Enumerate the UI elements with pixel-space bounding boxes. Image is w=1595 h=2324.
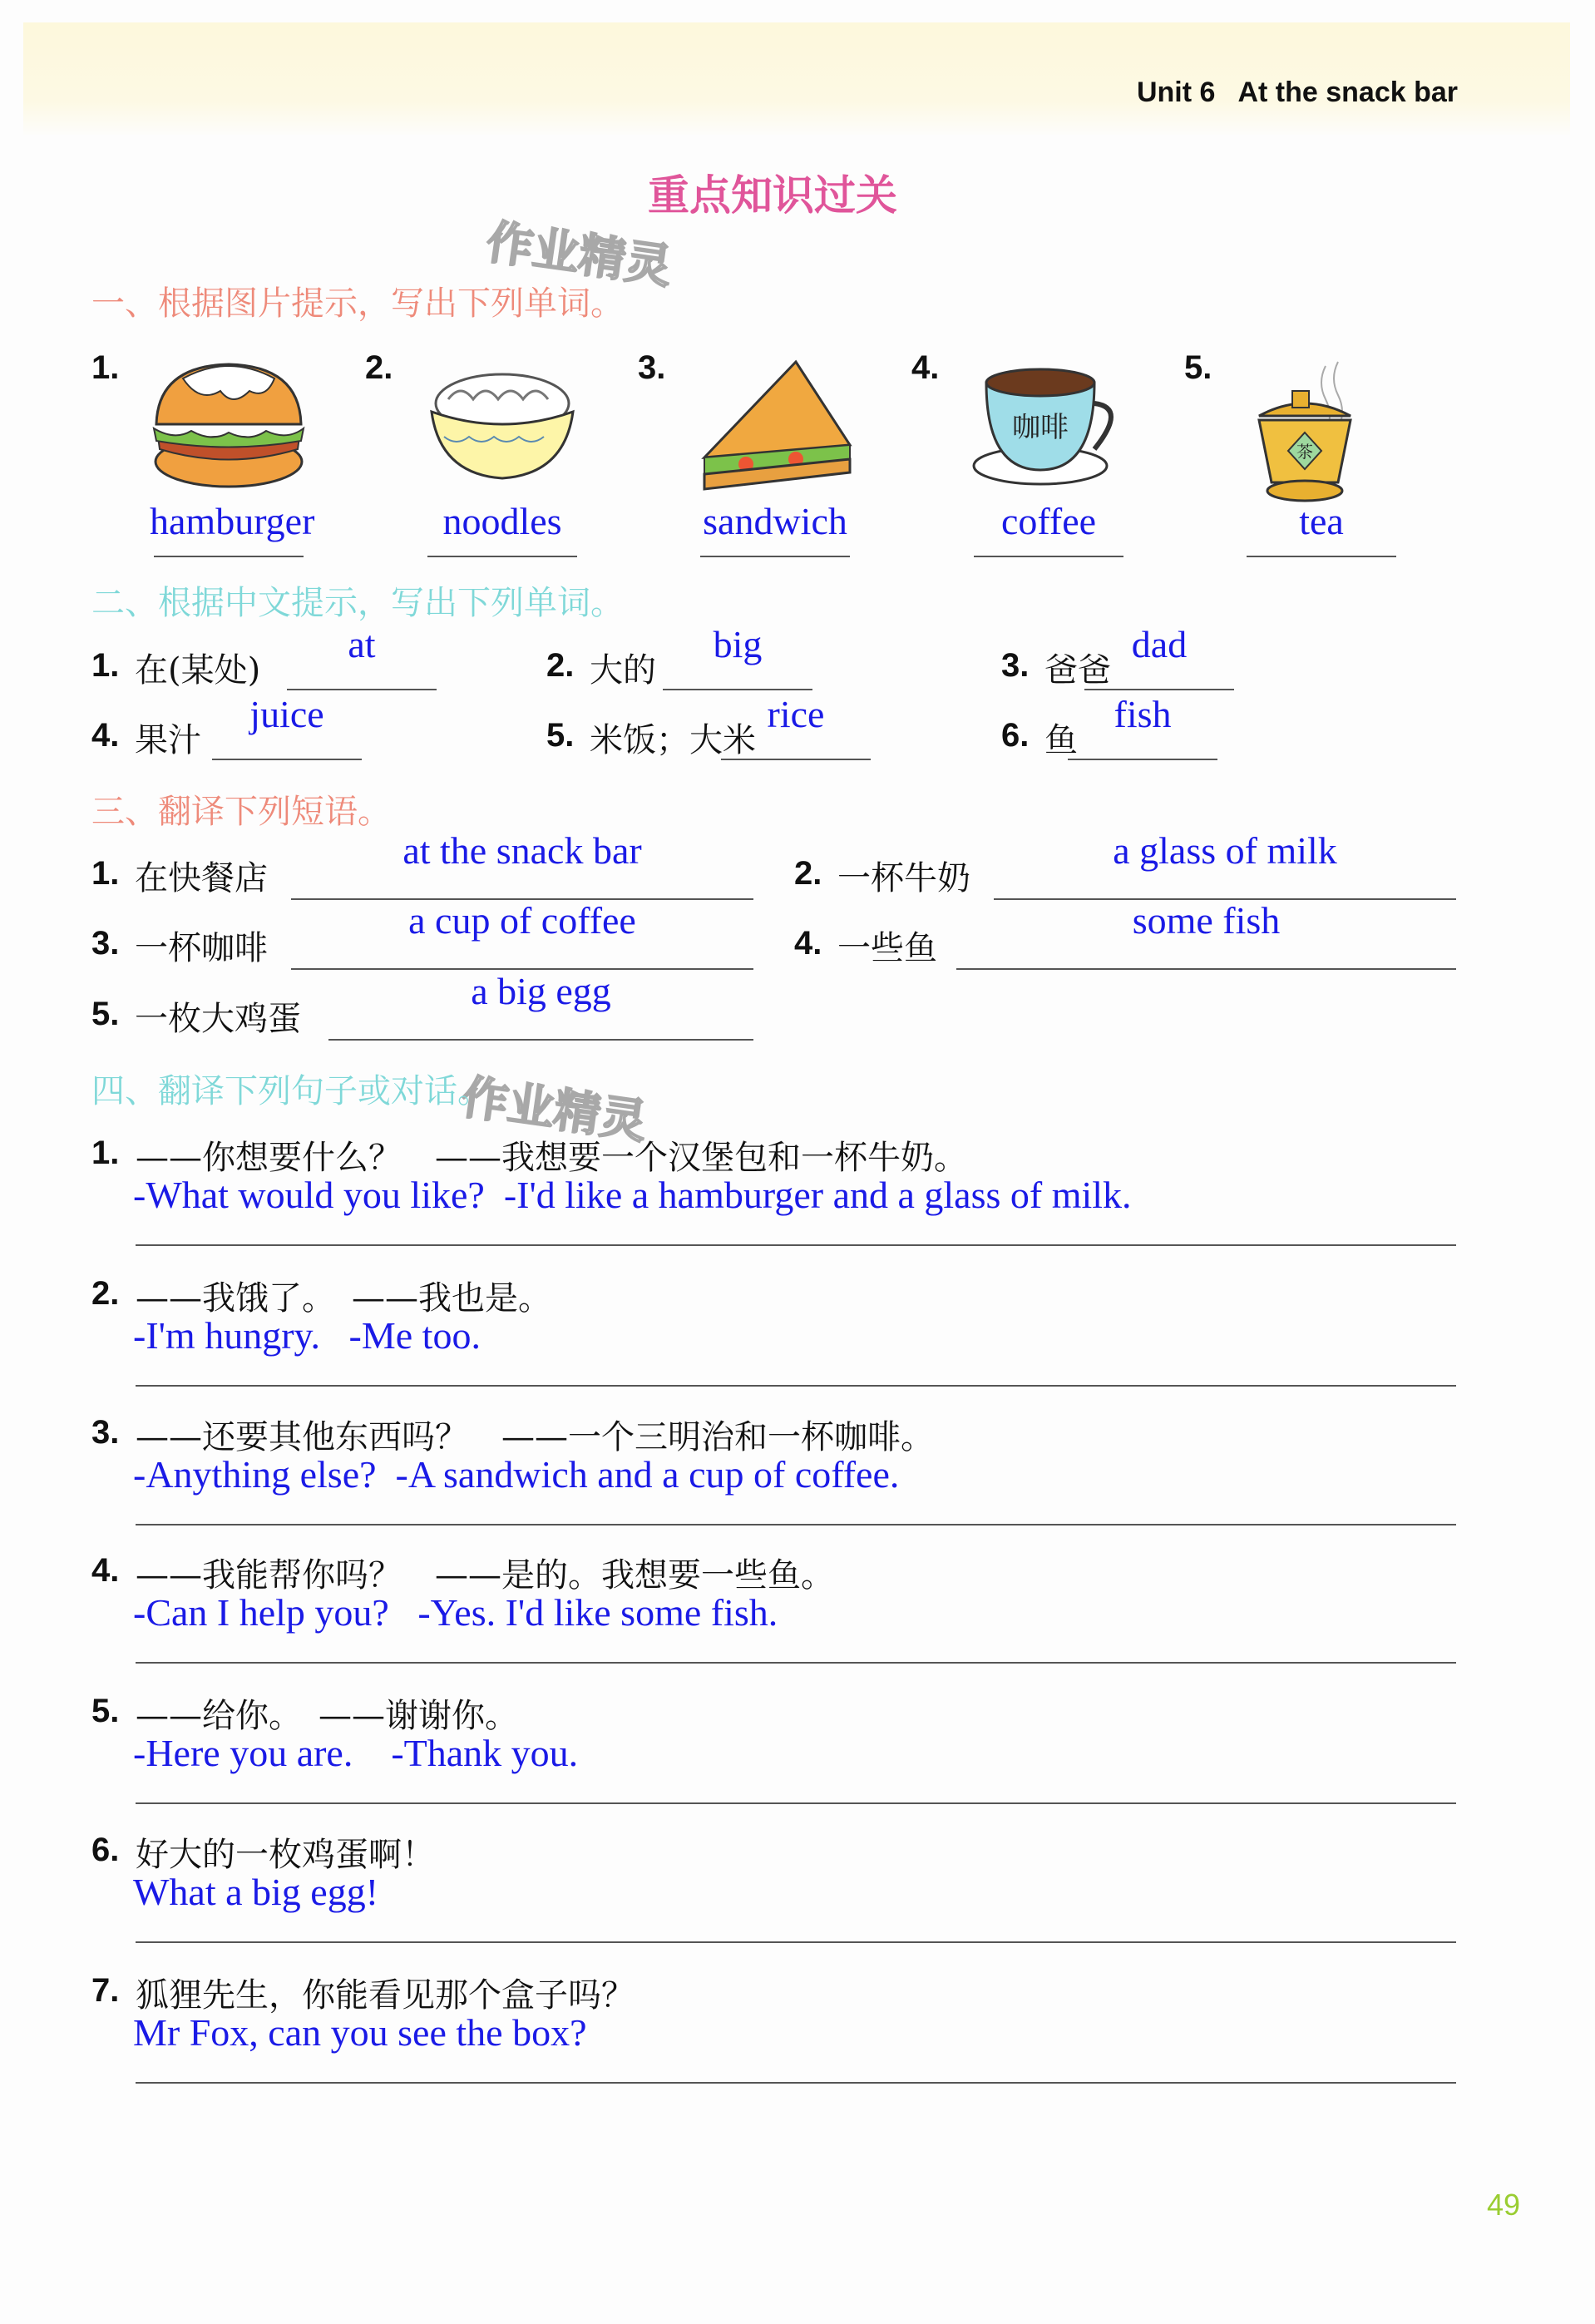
prompt-text: 果汁 [135, 721, 201, 759]
answer-text: sandwich [703, 500, 847, 542]
sandwich-icon [696, 358, 854, 494]
answer-line[interactable] [1084, 689, 1234, 690]
item-number: 2. [91, 1275, 120, 1312]
item-number: 4. [911, 349, 940, 386]
answer-line[interactable] [136, 1802, 1456, 1804]
item-number: 4. [91, 1552, 120, 1589]
answer-line[interactable] [136, 1385, 1456, 1387]
item-number: 6. [91, 1832, 120, 1868]
item-number: 5. [1184, 349, 1212, 386]
item-number: 5. [91, 996, 120, 1032]
prompt-text: 一杯牛奶 [837, 859, 970, 897]
answer-line[interactable] [427, 556, 577, 557]
answer-text: Mr Fox, can you see the box? [133, 2011, 587, 2054]
item-number: 3. [91, 1414, 120, 1451]
item-number: 1. [91, 647, 120, 684]
answer-text: -Can I help you? -Yes. I'd like some fish. [133, 1591, 778, 1634]
item-number: 4. [91, 717, 120, 754]
answer-line[interactable] [212, 759, 362, 760]
answer-line[interactable] [663, 689, 812, 690]
prompt-text: 好大的一枚鸡蛋啊！ [136, 1836, 435, 1874]
answer-text: -Here you are. -Thank you. [133, 1732, 579, 1774]
answer-text: -What would you like? -I'd like a hamburger and a glass of milk. [133, 1174, 1132, 1216]
hamburger-icon [150, 358, 308, 494]
answer-line[interactable] [956, 968, 1456, 970]
answer-line[interactable] [700, 556, 850, 557]
item-number: 1. [91, 855, 120, 892]
item-number: 2. [365, 349, 393, 386]
prompt-text: 一杯咖啡 [135, 929, 268, 967]
answer-line[interactable] [974, 556, 1123, 557]
watermark: 作业精灵 [457, 1070, 650, 1150]
section4-heading: 四、翻译下列句子或对话。 [91, 1072, 491, 1110]
item-number: 6. [1001, 717, 1030, 754]
prompt-text: ——还要其他东西吗？ ——一个三明治和一杯咖啡。 [136, 1418, 934, 1456]
answer-text: fish [1114, 693, 1172, 735]
prompt-text: ——我能帮你吗？ ——是的。我想要一些鱼。 [136, 1556, 834, 1595]
prompt-text: 一枚大鸡蛋 [135, 1000, 301, 1038]
watermark: 作业精灵 [482, 215, 675, 295]
answer-line[interactable] [136, 1941, 1456, 1943]
answer-text: What a big egg! [133, 1871, 379, 1913]
answer-line[interactable] [154, 556, 304, 557]
unit-title: Unit 6 At the snack bar [1136, 77, 1458, 108]
answer-text: a glass of milk [1113, 829, 1337, 872]
answer-line[interactable] [721, 759, 871, 760]
noodles-icon [423, 358, 581, 494]
svg-text:茶: 茶 [1296, 442, 1313, 462]
answer-text: noodles [442, 500, 562, 542]
section3-heading: 三、翻译下列短语。 [91, 793, 391, 831]
page-title: 重点知识过关 [648, 171, 897, 220]
answer-text: rice [767, 693, 825, 735]
item-number: 1. [91, 1135, 120, 1171]
answer-text: at [348, 623, 376, 665]
answer-text: big [713, 623, 763, 665]
answer-text: a cup of coffee [408, 899, 636, 942]
item-number: 3. [91, 925, 120, 962]
coffee-icon [970, 358, 1136, 494]
item-number: 5. [91, 1693, 120, 1729]
answer-text: dad [1131, 623, 1188, 665]
page-number: 49 [1487, 2188, 1521, 2222]
item-number: 4. [794, 925, 822, 962]
section2-heading: 二、根据中文提示，写出下列单词。 [91, 584, 624, 622]
answer-line[interactable] [136, 1244, 1456, 1246]
prompt-text: 米饭；大米 [590, 721, 756, 759]
answer-line[interactable] [1068, 759, 1217, 760]
answer-line[interactable] [136, 2082, 1456, 2084]
prompt-text: 在(某处) [135, 651, 261, 690]
item-number: 3. [638, 349, 666, 386]
prompt-text: ——给你。 ——谢谢你。 [136, 1697, 518, 1735]
answer-text: a big egg [471, 970, 611, 1012]
item-number: 5. [546, 717, 575, 754]
item-number: 3. [1001, 647, 1030, 684]
prompt-text: 爸爸 [1044, 651, 1111, 690]
answer-text: -Anything else? -A sandwich and a cup of coffee. [133, 1453, 900, 1496]
answer-line[interactable] [1247, 556, 1396, 557]
prompt-text: 大的 [590, 651, 656, 690]
answer-line[interactable] [287, 689, 437, 690]
answer-line[interactable] [328, 1039, 753, 1041]
svg-text:咖啡: 咖啡 [1012, 411, 1069, 444]
item-number: 2. [794, 855, 822, 892]
prompt-text: ——我饿了。 ——我也是。 [136, 1279, 551, 1318]
item-number: 7. [91, 1972, 120, 2009]
prompt-text: 狐狸先生，你能看见那个盒子吗？ [136, 1976, 635, 2015]
section1-heading: 一、根据图片提示，写出下列单词。 [91, 284, 624, 323]
answer-text: at the snack bar [402, 829, 642, 872]
prompt-text: 在快餐店 [135, 859, 268, 897]
answer-line[interactable] [136, 1662, 1456, 1664]
answer-text: juice [249, 693, 324, 735]
item-number: 2. [546, 647, 575, 684]
answer-text: tea [1299, 500, 1344, 542]
prompt-text: 一些鱼 [837, 929, 937, 967]
prompt-text: 鱼 [1044, 721, 1078, 759]
item-number: 1. [91, 349, 120, 386]
answer-text: coffee [1000, 500, 1097, 542]
answer-text: some fish [1132, 899, 1281, 942]
answer-text: hamburger [150, 500, 315, 542]
answer-line[interactable] [136, 1524, 1456, 1525]
prompt-text: ——你想要什么？ ——我想要一个汉堡包和一杯牛奶。 [136, 1139, 967, 1177]
tea-icon [1242, 358, 1367, 511]
answer-text: -I'm hungry. -Me too. [133, 1314, 481, 1357]
